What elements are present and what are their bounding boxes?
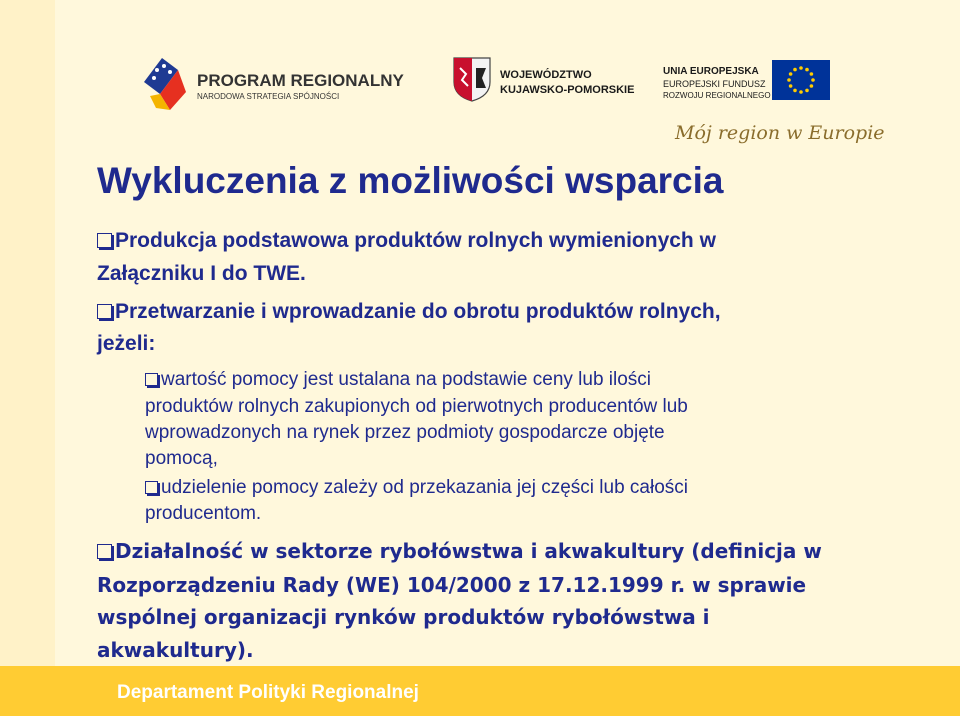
sub-item-1 (145, 369, 651, 391)
bullet-item-3 (97, 539, 822, 563)
sub-item-1-text: wartość pomocy jest ustalana na podstawie ceny lub ilości (161, 369, 652, 390)
checkbox-bullet-icon (97, 544, 112, 559)
eu-flag-icon (772, 60, 830, 100)
region-line-2: KUJAWSKO-POMORSKIE (500, 84, 635, 96)
coat-of-arms-icon (452, 56, 492, 102)
program-title: PROGRAM REGIONALNY (197, 71, 404, 90)
slide-title: Wykluczenia z możliwości wsparcia (97, 160, 724, 201)
region-line-1: WOJEWÓDZTWO (500, 69, 592, 81)
bullet-item-2-cont: jeżeli: (97, 332, 156, 355)
bullet-item-2-text: Przetwarzanie i wprowadzanie do obrotu produktów rolnych, (115, 300, 721, 323)
bullet-item-1-text: Produkcja podstawowa produktów rolnych wymienionych w (115, 229, 716, 252)
sub-item-1-cont-1: produktów rolnych zakupionych od pierwotnych producentów lub (145, 396, 688, 417)
program-subtitle: NARODOWA STRATEGIA SPÓJNOŚCI (197, 92, 340, 101)
sub-item-2-cont: producentom. (145, 503, 262, 524)
bullet-item-3-cont-2: wspólnej organizacji rynków produktów rybołówstwa i (97, 605, 710, 629)
sub-item-1-cont-3: pomocą, (145, 448, 218, 469)
bullet-item-3-cont-3: akwakultury). (97, 638, 254, 662)
eu-line-2: EUROPEJSKI FUNDUSZ (663, 79, 766, 89)
sub-item-1-cont-2: wprowadzonych na rynek przez podmioty gospodarcze objęte (145, 422, 665, 443)
checkbox-bullet-icon (145, 481, 158, 494)
bullet-item-2 (97, 300, 721, 324)
checkbox-bullet-icon (97, 233, 112, 248)
bullet-item-3-cont-1: Rozporządzeniu Rady (WE) 104/2000 z 17.12.1999 r. w sprawie (97, 573, 807, 597)
sub-item-2 (145, 477, 688, 499)
bullet-item-3-text: Działalność w sektorze rybołówstwa i akwakultury (definicja w (115, 539, 822, 563)
eu-line-1: UNIA EUROPEJSKA (663, 66, 759, 77)
program-regionalny-logo (140, 52, 192, 114)
sub-item-2-text: udzielenie pomocy zależy od przekazania jej części lub całości (161, 477, 688, 498)
footer-text: Departament Polityki Regionalnej (117, 682, 419, 703)
bullet-item-1-cont: Załączniku I do TWE. (97, 262, 306, 285)
slogan: Mój region w Europie (675, 122, 885, 144)
eu-line-3: ROZWOJU REGIONALNEGO (663, 91, 771, 100)
checkbox-bullet-icon (97, 304, 112, 319)
checkbox-bullet-icon (145, 373, 158, 386)
left-strip (0, 0, 55, 666)
bullet-item-1 (97, 229, 716, 253)
